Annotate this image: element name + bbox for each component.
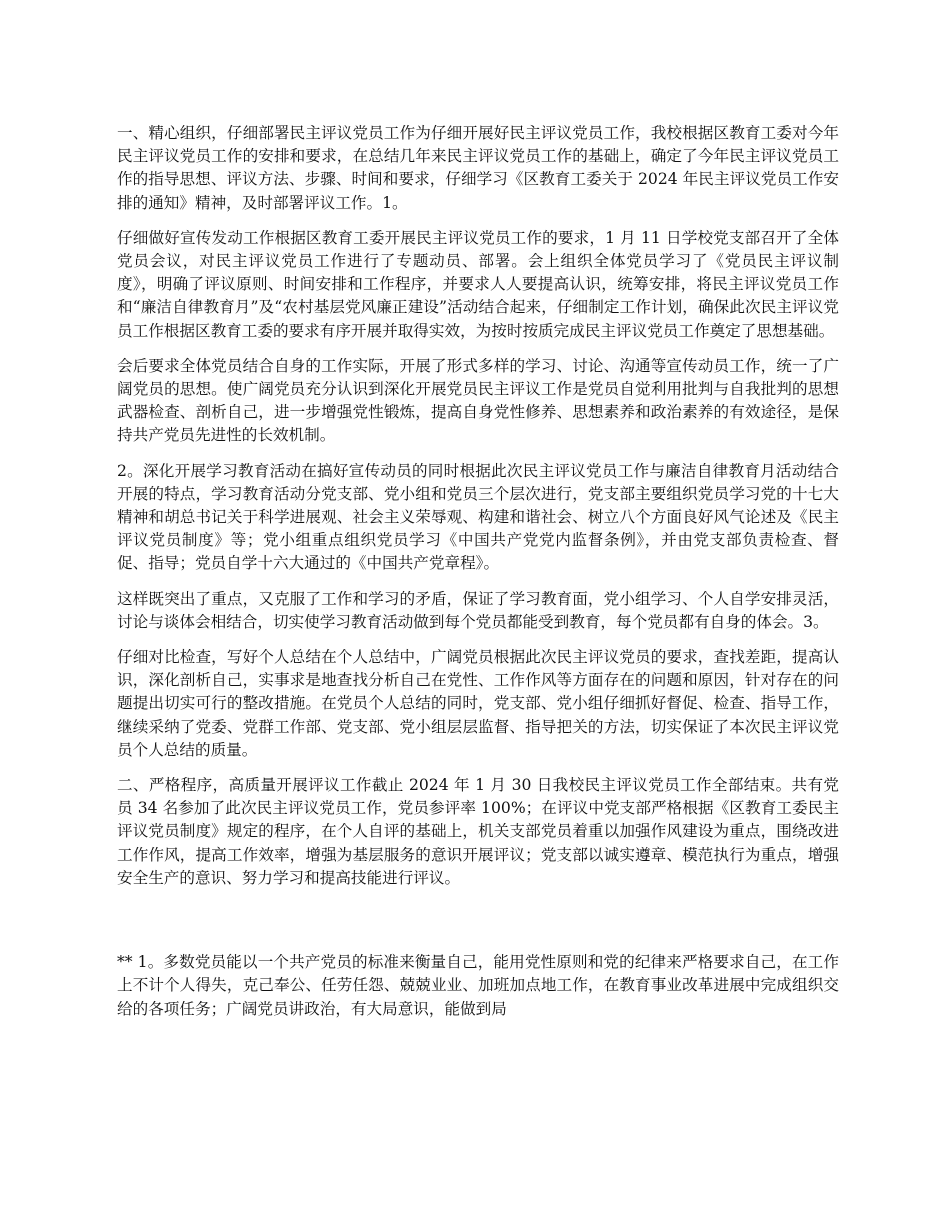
paragraph-8: ** 1。多数党员能以一个共产党员的标准来衡量自己，能用党性原则和党的纪律来严格要求自己，在工作上不计个人得失，克己奉公、任劳任怨、兢兢业业、加班加点地工作，在教育事业改革进展中完成组织交给的各项任务；广阔党员讲政治，有大局意识，能做到局 — [117, 953, 839, 1018]
paragraph-1: 一、精心组织，仔细部署民主评议党员工作为仔细开展好民主评议党员工作，我校根据区教育工委对今年民主评议党员工作的安排和要求，在总结几年来民主评议党员工作的基础上，确定了今年民主评议党员工作的指导思想、评议方法、步骤、时间和要求，仔细学习《区教育工委关于 2024 年民主评议党员工作安排的通知》精神，及时部署评议工作。1。 — [117, 124, 839, 212]
paragraph-2: 仔细做好宣传发动工作根据区教育工委开展民主评议党员工作的要求，1 月 11 日学校党支部召开了全体党员会议，对民主评议党员工作进行了专题动员、部署。会上组织全体党员学习了《党员民主评议制度》，明确了评议原则、时间安排和工作程序，并要求人人要提高认识，统筹安排，将民主评议党员工作和“廉洁自律教育月”及“农村基层党风廉正建设”活动结合起来，仔细制定工作计划，确保此次民主评议党员工作根据区教育工委的要求有序开展并取得实效，为按时按质完成民主评议党员工作奠定了思想基础。 — [117, 228, 839, 340]
paragraph-4: 2。深化开展学习教育活动在搞好宣传动员的同时根据此次民主评议党员工作与廉洁自律教育月活动结合开展的特点，学习教育活动分党支部、党小组和党员三个层次进行，党支部主要组织党员学习党的十七大精神和胡总书记关于科学进展观、社会主义荣辱观、构建和谐社会、树立八个方面良好风气论述及《民主评议党员制度》等；党小组重点组织党员学习《中国共产党党内监督条例》，并由党支部负责检查、督促、指导；党员自学十六大通过的《中国共产党章程》。 — [117, 461, 839, 573]
paragraph-3: 会后要求全体党员结合自身的工作实际，开展了形式多样的学习、讨论、沟通等宣传动员工作，统一了广阔党员的思想。使广阔党员充分认识到深化开展党员民主评议工作是党员自觉利用批判与自我批判的思想武器检查、剖析自己，进一步增强党性锻炼，提高自身党性修养、思想素养和政治素养的有效途径，是保持共产党员先进性的长效机制。 — [117, 356, 839, 445]
document-body — [117, 122, 839, 1033]
paragraph-6: 仔细对比检查，写好个人总结在个人总结中，广阔党员根据此次民主评议党员的要求，查找差距，提高认识，深化剖析自己，实事求是地查找分析自己在党性、工作作风等方面存在的问题和原因，针对存在的问题提出切实可行的整改措施。在党员个人总结的同时，党支部、党小组仔细抓好督促、检查、指导工作，继续采纳了党委、党群工作部、党支部、党小组层层监督、指导把关的方法，切实保证了本次民主评议党员个人总结的质量。 — [117, 648, 839, 759]
paragraph-7: 二、严格程序，高质量开展评议工作截止 2024 年 1 月 30 日我校民主评议党员工作全部结束。共有党员 34 名参加了此次民主评议党员工作，党员参评率 100%；在评议中党支部严格根据《区教育工委民主评议党员制度》规定的程序，在个人自评的基础上，机关支部党员着重以加强作风建设为重点，围绕改进工作作风，提高工作效率，增强为基层服务的意识开展评议；党支部以诚实遵章、模范执行为重点，增强安全生产的意识、努力学习和提高技能进行评议。 — [117, 776, 839, 887]
paragraph-5: 这样既突出了重点，又克服了工作和学习的矛盾，保证了学习教育面，党小组学习、个人自学安排灵活，讨论与谈体会相结合，切实使学习教育活动做到每个党员都能受到教育，每个党员都有自身的体会。3。 — [117, 589, 839, 631]
